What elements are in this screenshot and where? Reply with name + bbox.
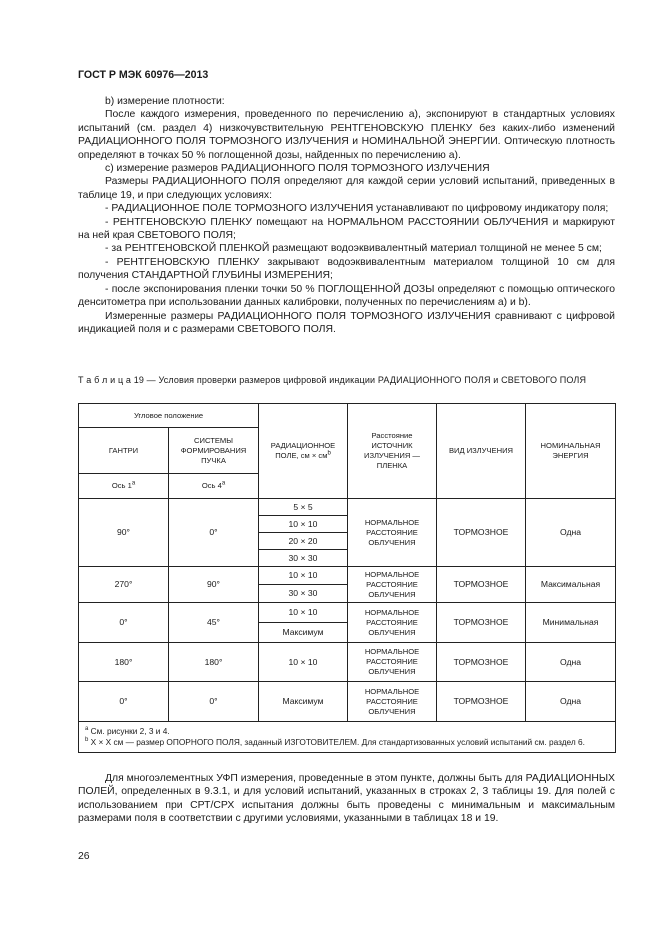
cell-distance: НОРМАЛЬНОЕ РАССТОЯНИЕ ОБЛУЧЕНИЯ (348, 603, 437, 643)
cell-type: ТОРМОЗНОЕ (437, 643, 526, 682)
section-b-title: b) измерение плотности: (105, 96, 225, 107)
cell-distance: НОРМАЛЬНОЕ РАССТОЯНИЕ ОБЛУЧЕНИЯ (348, 567, 437, 603)
section-b (78, 95, 615, 336)
list-item: - РАДИАЦИОННОЕ ПОЛЕ ТОРМОЗНОГО ИЗЛУЧЕНИЯ устанавливают по цифровому индикатору поля; (105, 203, 609, 215)
cell-type: ТОРМОЗНОЕ (437, 499, 526, 567)
cell-field: 10 × 10 (259, 603, 348, 623)
cell-field: 30 × 30 (259, 550, 348, 567)
cell-system: 0° (169, 682, 259, 722)
cell-type: ТОРМОЗНОЕ (437, 682, 526, 722)
cell-energy: Минимальная (526, 603, 616, 643)
header-system: СИСТЕМЫ ФОРМИРОВАНИЯ ПУЧКА (169, 428, 259, 474)
table-footnotes (79, 722, 616, 753)
cell-system: 180° (169, 643, 259, 682)
cell-field: 10 × 10 (259, 567, 348, 585)
header-field: РАДИАЦИОННОЕ ПОЛЕ, см × $см^b$ (259, 404, 348, 499)
cell-system: 45° (169, 603, 259, 643)
final-paragraph: Для многоэлементных УФП измерения, проведенные в этом пункте, должны быть для РАДИАЦИОННЫХ ПОЛЕЙ, определенных в 9.3.1, и для условий испытаний, указанных в строках 2, 3 таблицы 19. Для полей с использованием при СРТ/СРХ испытания должны быть проведены с минимальным и максимальным размерами поля в соответствии с другими условиями, указанными в таблицах 18 и 19. (78, 773, 615, 825)
table-19 (78, 403, 616, 753)
list-item: - после экспонирования пленки точки 50 % ПОГЛОЩЕННОЙ ДОЗЫ определяют с помощью оптического денситометра при использовании данных калибровки, полученных по перечислениям а) и b). (78, 283, 615, 309)
header-gantry: ГАНТРИ (79, 428, 169, 474)
cell-gantry: 180° (79, 643, 169, 682)
cell-field: 10 × 10 (259, 643, 348, 682)
section-c-closing: Измеренные размеры РАДИАЦИОННОГО ПОЛЯ ТОРМОЗНОГО ИЗЛУЧЕНИЯ сравнивают с цифровой индикацией поля и с размерами СВЕТОВОГО ПОЛЯ. (78, 310, 615, 335)
cell-energy: Максимальная (526, 567, 616, 603)
cell-energy: Одна (526, 643, 616, 682)
cell-gantry: 0° (79, 603, 169, 643)
page-number: 26 (78, 851, 90, 862)
header-axis1: Ось 1$^a$ (79, 474, 169, 499)
cell-system: 0° (169, 499, 259, 567)
cell-system: 90° (169, 567, 259, 603)
cell-distance: НОРМАЛЬНОЕ РАССТОЯНИЕ ОБЛУЧЕНИЯ (348, 682, 437, 722)
cell-field: 5 × 5 (259, 499, 348, 516)
cell-energy: Одна (526, 499, 616, 567)
cell-energy: Одна (526, 682, 616, 722)
footnote-a: $^a$ См. рисунки 2, 3 и 4. (85, 726, 170, 736)
header-energy: НОМИНАЛЬНАЯ ЭНЕРГИЯ (526, 404, 616, 499)
header-distance: Расстояние ИСТОЧНИК ИЗЛУЧЕНИЯ — ПЛЕНКА (348, 404, 437, 499)
section-c-intro: Размеры РАДИАЦИОННОГО ПОЛЯ определяют для каждой серии условий испытаний, приведенных в таблице 19, и при следующих условиях: (78, 176, 615, 201)
cell-field: Максимум (259, 623, 348, 643)
table-caption: Т а б л и ц а 19 — Условия проверки размеров цифровой индикации РАДИАЦИОННОГО ПОЛЯ и СВЕТОВОГО ПОЛЯ (78, 375, 587, 385)
cell-field: 20 × 20 (259, 533, 348, 550)
cell-type: ТОРМОЗНОЕ (437, 567, 526, 603)
cell-gantry: 270° (79, 567, 169, 603)
list-item: - РЕНТГЕНОВСКУЮ ПЛЕНКУ помещают на НОРМАЛЬНОМ РАССТОЯНИИ ОБЛУЧЕНИЯ и маркируют на ней края СВЕТОВОГО ПОЛЯ; (78, 216, 615, 242)
cell-field: 30 × 30 (259, 585, 348, 603)
list-item: - РЕНТГЕНОВСКУЮ ПЛЕНКУ закрывают водоэквивалентным материалом толщиной 10 см для получения СТАНДАРТНОЙ ГЛУБИНЫ ИЗМЕРЕНИЯ; (78, 256, 615, 282)
cell-gantry: 0° (79, 682, 169, 722)
cell-type: ТОРМОЗНОЕ (437, 603, 526, 643)
cell-field: 10 × 10 (259, 516, 348, 533)
cell-distance: НОРМАЛЬНОЕ РАССТОЯНИЕ ОБЛУЧЕНИЯ (348, 499, 437, 567)
document-header: ГОСТ Р МЭК 60976—2013 (78, 69, 209, 81)
section-c-title: c) измерение размеров РАДИАЦИОННОГО ПОЛЯ ТОРМОЗНОГО ИЗЛУЧЕНИЯ (105, 163, 490, 175)
section-b-paragraph: После каждого измерения, проведенного по перечислению а), экспонируют в стандартных условиях испытаний (см. раздел 4) низкочувствительную РЕНТГЕНОВСКУЮ ПЛЕНКУ без каких-либо изменений РАДИАЦИОННОГО ПОЛЯ ТОРМОЗНОГО ИЗЛУЧЕНИЯ и НОМИНАЛЬНОЙ ЭНЕРГИИ. Оптическую плотность определяют в точках 50 % поглощенной дозы, найденных по перечислению а). (78, 109, 615, 161)
header-angle: Угловое положение (79, 404, 259, 428)
footnote-b: $^b$ X × X см — размер ОПОРНОГО ПОЛЯ, заданный ИЗГОТОВИТЕЛЕМ. Для стандартизованных условий испытаний см. раздел 6. (85, 737, 585, 748)
header-type: ВИД ИЗЛУЧЕНИЯ (437, 404, 526, 499)
cell-field: Максимум (259, 682, 348, 722)
cell-gantry: 90° (79, 499, 169, 567)
cell-distance: НОРМАЛЬНОЕ РАССТОЯНИЕ ОБЛУЧЕНИЯ (348, 643, 437, 682)
list-item: - за РЕНТГЕНОВСКОЙ ПЛЕНКОЙ размещают водоэквивалентный материал толщиной не менее 5 см; (105, 243, 602, 255)
header-axis4: Ось 4$^a$ (169, 474, 259, 499)
